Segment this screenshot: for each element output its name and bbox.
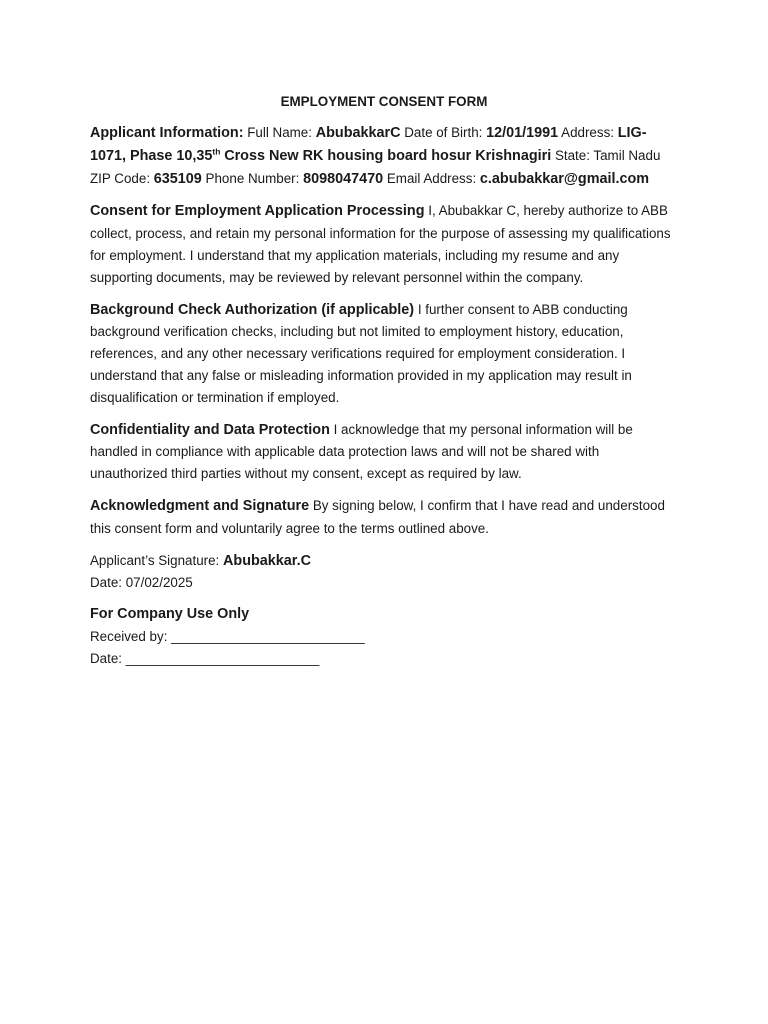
phone-label: Phone Number: [205, 170, 300, 186]
email-value: c.abubakkar@gmail.com [479, 170, 650, 187]
state-label: State: Tamil Nadu [554, 147, 661, 163]
email-label: Email Address: [386, 170, 477, 186]
section-heading: Consent for Employment Application Processing [90, 203, 425, 220]
signature-date: Date: 07/02/2025 [90, 575, 193, 591]
dob-label: Date of Birth: [404, 125, 483, 140]
address-superscript: th [212, 146, 221, 157]
address-value-part2: Cross New RK housing board hosur Krishnagiri [224, 147, 552, 164]
applicant-heading: Applicant Information: [90, 125, 244, 141]
full-name-value: AbubakkarC [315, 125, 401, 141]
section-body: I further consent to ABB conducting background verification checks, including but not limited to employment history, education, references, and any other necessary verifications required for employment consideration. I understand that any false or misleading information provided in my application may result in disqualification or termination if employed. [90, 301, 632, 405]
signature-block [90, 550, 678, 595]
full-name-label: Full Name: [247, 125, 312, 140]
applicant-information [90, 122, 678, 190]
document-page [90, 92, 678, 670]
section-background-check [90, 299, 678, 409]
company-use-section [90, 604, 678, 669]
document-title: EMPLOYMENT CONSENT FORM [280, 94, 488, 109]
company-use-heading: For Company Use Only [90, 606, 250, 623]
section-heading: Background Check Authorization (if applicable) [90, 301, 415, 318]
section-acknowledgment [90, 495, 678, 540]
address-value-part1: LIG-1071, Phase 10,35 [90, 125, 647, 164]
signature-line [90, 550, 678, 573]
section-heading: Acknowledgment and Signature [90, 497, 310, 514]
phone-value: 8098047470 [303, 170, 384, 187]
section-body: I, Abubakkar C, hereby authorize to ABB collect, process, and retain my personal information for the purpose of assessing my qualifications for employment. I understand that my application materials, including my resume and any supporting documents, may be reviewed by relevant personnel within the company. [90, 203, 671, 285]
address-label: Address: [561, 125, 614, 140]
section-body: I acknowledge that my personal information will be handled in compliance with applicable data protection laws and will not be shared with unauthorized third parties without my consent, except as required by law. [90, 421, 633, 482]
section-body: By signing below, I confirm that I have read and understood this consent form and voluntarily agree to the terms outlined above. [90, 497, 665, 536]
signature-label: Applicant’s Signature: [90, 552, 220, 568]
section-consent-processing [90, 200, 678, 288]
section-confidentiality [90, 419, 678, 485]
zip-value: 635109 [153, 170, 202, 187]
section-heading: Confidentiality and Data Protection [90, 421, 330, 438]
dob-value: 12/01/1991 [486, 125, 559, 141]
received-by-line: Received by: __________________________ [90, 628, 365, 644]
company-date-line: Date: __________________________ [90, 650, 320, 666]
signature-value: Abubakkar.C [223, 552, 311, 569]
zip-label: ZIP Code: [90, 170, 151, 186]
